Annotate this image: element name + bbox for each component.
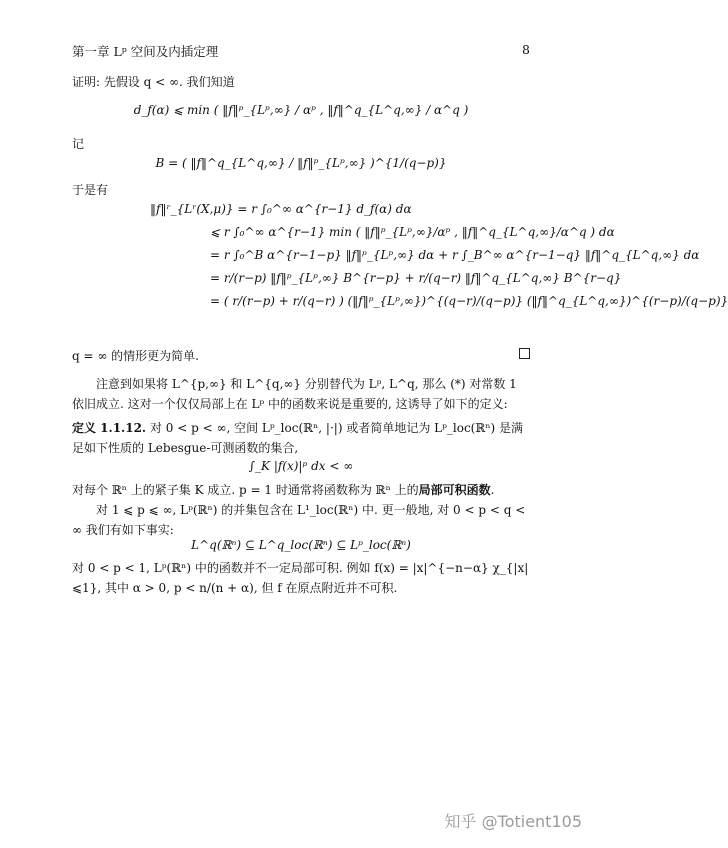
proof-intro: 证明: 先假设 q < ∞. 我们知道 (72, 75, 235, 89)
equation-inclusion: L^q(ℝⁿ) ⊆ L^q_loc(ℝⁿ) ⊆ Lᵖ_loc(ℝⁿ) (191, 538, 411, 552)
derivation-line: ‖f‖ʳ_{Lʳ(X,μ)} = r ∫₀^∞ α^{r−1} d_f(α) dα (150, 202, 412, 216)
thus-label: 于是有 (72, 183, 109, 197)
derivation-line: ⩽ r ∫₀^∞ α^{r−1} min ( ‖f‖ᵖ_{Lᵖ,∞}/αᵖ , ‖f‖^q_{L^q,∞}/α^q ) dα (210, 225, 615, 239)
definition-period: . (490, 483, 495, 497)
equation-local-integral: ∫_K |f(x)|ᵖ dx < ∞ (248, 459, 354, 473)
derivation-line: = ( r/(r−p) + r/(q−r) ) (‖f‖ᵖ_{Lᵖ,∞})^{(q−r)/(q−p)} (‖f‖^q_{L^q,∞})^{(r−p)/(q−p)} (210, 294, 728, 308)
infinite-case: q = ∞ 的情形更为简单. (72, 349, 199, 363)
definition-text: 对 0 < p < ∞, 空间 Lᵖ_loc(ℝⁿ, |·|) 或者简单地记为 Lᵖ_loc(ℝⁿ) 是满足如下性质的 Lebesgue-可测函数的集合, (72, 421, 524, 455)
definition-continuation (72, 480, 530, 500)
definition-label: 定义 1.1.12. (72, 421, 147, 435)
watermark: 知乎 @Totient105 (444, 812, 582, 831)
chapter-title: 第一章 Lᵖ 空间及内插定理 (72, 44, 219, 59)
page-number: 8 (522, 42, 530, 57)
running-head (72, 42, 530, 60)
equation-B: B = ( ‖f‖^q_{L^q,∞} / ‖f‖ᵖ_{Lᵖ,∞} )^{1/(q−p)} (155, 156, 447, 170)
remark-paragraph: 注意到如果将 L^{p,∞} 和 L^{q,∞} 分别替代为 Lᵖ, L^q, 那么 (*) 对常数 1 依旧成立. 这对一个仅仅局部上在 Lᵖ 中的函数来说是重要的, 这诱导了如下的定义: (72, 377, 517, 411)
derivation-line: = r ∫₀^B α^{r−1−p} ‖f‖ᵖ_{Lᵖ,∞} dα + r ∫_B^∞ α^{r−1−q} ‖f‖^q_{L^q,∞} dα (210, 248, 700, 262)
definition-continuation-text: 对每个 ℝⁿ 上的紧子集 K 成立. p = 1 时通常将函数称为 ℝⁿ 上的 (72, 483, 419, 497)
equation-distribution-bound: d_f(α) ⩽ min ( ‖f‖ᵖ_{Lᵖ,∞} / αᵖ , ‖f‖^q_{L^q,∞} / α^q ) (133, 103, 469, 117)
norm-derivation (150, 198, 728, 313)
inclusion-paragraph: 对 1 ⩽ p ⩽ ∞, Lᵖ(ℝⁿ) 的并集包含在 L¹_loc(ℝⁿ) 中. 更一般地, 对 0 < p < q < ∞ 我们有如下事实: (72, 503, 526, 537)
derivation-line: = r/(r−p) ‖f‖ᵖ_{Lᵖ,∞} B^{r−p} + r/(q−r) ‖f‖^q_{L^q,∞} B^{r−q} (210, 271, 622, 285)
definition-paragraph (72, 418, 530, 458)
qed-box-icon (519, 348, 530, 359)
counterexample-paragraph: 对 0 < p < 1, Lᵖ(ℝⁿ) 中的函数并不一定局部可积. 例如 f(x) = |x|^{−n−α} χ_{|x|⩽1}, 其中 α > 0, p < n/(n + α), 但 f 在原点附近并不可积. (72, 561, 529, 595)
locally-integrable-term: 局部可积函数 (418, 483, 491, 497)
remember-label: 记 (72, 137, 85, 151)
